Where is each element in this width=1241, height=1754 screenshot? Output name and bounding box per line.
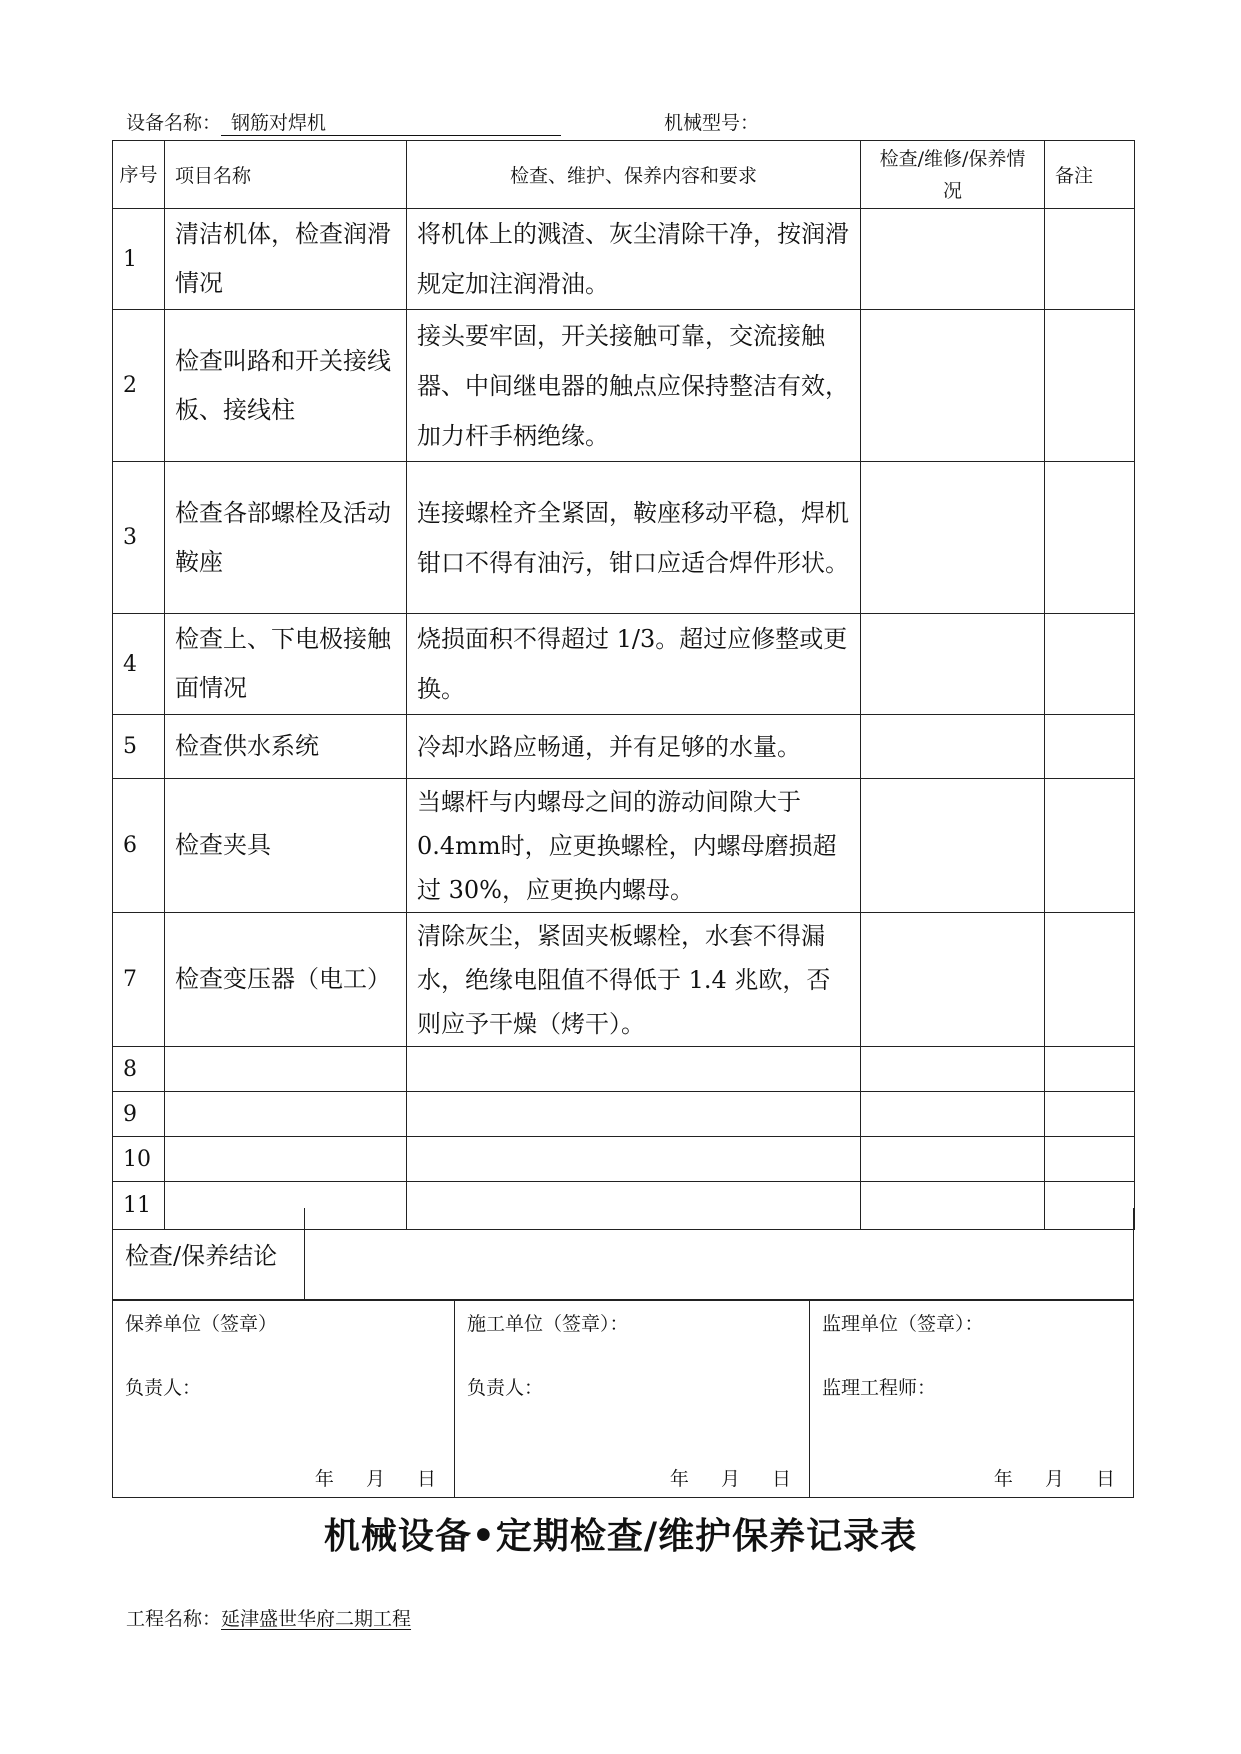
row-remark-cell[interactable] — [1045, 310, 1135, 462]
table-row — [113, 913, 1135, 1047]
row-requirement: 连接螺栓齐全紧固，鞍座移动平稳，焊机钳口不得有油污，钳口应适合焊件形状。 — [407, 462, 861, 614]
equipment-name-field — [126, 108, 561, 136]
table-header-row — [113, 141, 1135, 209]
construction-person-label: 负责人： — [467, 1377, 544, 1399]
row-remark-cell[interactable] — [1045, 715, 1135, 779]
conclusion-label: 检查/保养结论 — [113, 1208, 305, 1299]
maintenance-unit-signature[interactable] — [113, 1301, 455, 1497]
row-seq: 4 — [113, 614, 165, 715]
row-status-cell[interactable] — [861, 1137, 1045, 1182]
col-header-requirement: 检查、维护、保养内容和要求 — [407, 141, 861, 209]
table-row — [113, 209, 1135, 310]
table-row — [113, 310, 1135, 462]
row-requirement: 当螺杆与内螺母之间的游动间隙大于 0.4mm时，应更换螺栓，内螺母磨损超过 30%，应更换内螺母。 — [407, 779, 861, 913]
col-header-status: 检查/维修/保养情况 — [861, 141, 1045, 209]
row-item: 检查各部螺栓及活动鞍座 — [165, 462, 407, 614]
row-requirement: 冷却水路应畅通，并有足够的水量。 — [407, 715, 861, 779]
maintenance-unit-label: 保养单位（签章） — [125, 1313, 278, 1335]
row-seq: 5 — [113, 715, 165, 779]
project-name-field — [126, 1604, 411, 1631]
row-seq: 2 — [113, 310, 165, 462]
col-header-item: 项目名称 — [165, 141, 407, 209]
supervision-unit-label: 监理单位（签章）： — [822, 1313, 984, 1335]
row-status-cell[interactable] — [861, 462, 1045, 614]
row-status-cell[interactable] — [861, 715, 1045, 779]
row-remark-cell[interactable] — [1045, 209, 1135, 310]
table-row — [113, 1137, 1135, 1182]
row-item: 检查叫路和开关接线板、接线柱 — [165, 310, 407, 462]
col-header-remark: 备注 — [1045, 141, 1135, 209]
equipment-name-value: 钢筋对焊机 — [221, 108, 561, 136]
row-status-cell[interactable] — [861, 1092, 1045, 1137]
construction-date-label: 年 月 日 — [669, 1468, 791, 1490]
row-requirement: 清除灰尘，紧固夹板螺栓，水套不得漏水，绝缘电阻值不得低于 1.4 兆欧，否则应予干燥（烤干）。 — [407, 913, 861, 1047]
equipment-name-label: 设备名称： — [126, 112, 222, 134]
row-remark-cell[interactable] — [1045, 779, 1135, 913]
inspection-table — [112, 140, 1135, 1230]
row-remark-cell[interactable] — [1045, 913, 1135, 1047]
row-item: 检查供水系统 — [165, 715, 407, 779]
row-status-cell[interactable] — [861, 1047, 1045, 1092]
project-name-label: 工程名称： — [126, 1608, 222, 1630]
row-requirement: 将机体上的溅渣、灰尘清除干净，按润滑规定加注润滑油。 — [407, 209, 861, 310]
machine-model-label: 机械型号： — [664, 112, 760, 134]
row-requirement[interactable] — [407, 1137, 861, 1182]
row-seq: 6 — [113, 779, 165, 913]
form-title: 机械设备•定期检查/维护保养记录表 — [323, 1515, 918, 1557]
row-requirement: 接头要牢固，开关接触可靠，交流接触器、中间继电器的触点应保持整洁有效，加力杆手柄绝缘。 — [407, 310, 861, 462]
row-status-cell[interactable] — [861, 779, 1045, 913]
table-row — [113, 462, 1135, 614]
table-row — [113, 1047, 1135, 1092]
conclusion-row — [112, 1208, 1134, 1300]
row-remark-cell[interactable] — [1045, 1092, 1135, 1137]
table-row — [113, 614, 1135, 715]
maintenance-person-label: 负责人： — [125, 1377, 202, 1399]
construction-unit-signature[interactable] — [455, 1301, 810, 1497]
row-remark-cell[interactable] — [1045, 462, 1135, 614]
row-item: 检查夹具 — [165, 779, 407, 913]
col-header-seq: 序号 — [113, 141, 165, 209]
row-remark-cell[interactable] — [1045, 1137, 1135, 1182]
row-item: 清洁机体，检查润滑情况 — [165, 209, 407, 310]
row-requirement[interactable] — [407, 1047, 861, 1092]
signature-section — [112, 1300, 1134, 1498]
row-seq: 11 — [113, 1182, 165, 1230]
row-status-cell[interactable] — [861, 310, 1045, 462]
construction-unit-label: 施工单位（签章）： — [467, 1313, 629, 1335]
table-row — [113, 1092, 1135, 1137]
supervision-engineer-label: 监理工程师： — [822, 1377, 937, 1399]
project-name-value: 延津盛世华府二期工程 — [221, 1608, 412, 1630]
row-item: 检查变压器（电工） — [165, 913, 407, 1047]
row-status-cell[interactable] — [861, 209, 1045, 310]
maintenance-date-label: 年 月 日 — [314, 1468, 436, 1490]
row-seq: 10 — [113, 1137, 165, 1182]
row-item[interactable] — [165, 1137, 407, 1182]
machine-model-field — [664, 108, 759, 135]
row-remark-cell[interactable] — [1045, 614, 1135, 715]
row-status-cell[interactable] — [861, 913, 1045, 1047]
row-remark-cell[interactable] — [1045, 1047, 1135, 1092]
table-row — [113, 779, 1135, 913]
row-seq: 8 — [113, 1047, 165, 1092]
row-requirement[interactable] — [407, 1092, 861, 1137]
supervision-unit-signature[interactable] — [810, 1301, 1133, 1497]
row-seq: 3 — [113, 462, 165, 614]
row-seq: 9 — [113, 1092, 165, 1137]
row-item: 检查上、下电极接触面情况 — [165, 614, 407, 715]
row-item[interactable] — [165, 1092, 407, 1137]
row-requirement: 烧损面积不得超过 1/3。超过应修整或更换。 — [407, 614, 861, 715]
row-item[interactable] — [165, 1047, 407, 1092]
row-status-cell[interactable] — [861, 614, 1045, 715]
table-row — [113, 715, 1135, 779]
supervision-date-label: 年 月 日 — [993, 1468, 1115, 1490]
row-seq: 7 — [113, 913, 165, 1047]
row-seq: 1 — [113, 209, 165, 310]
